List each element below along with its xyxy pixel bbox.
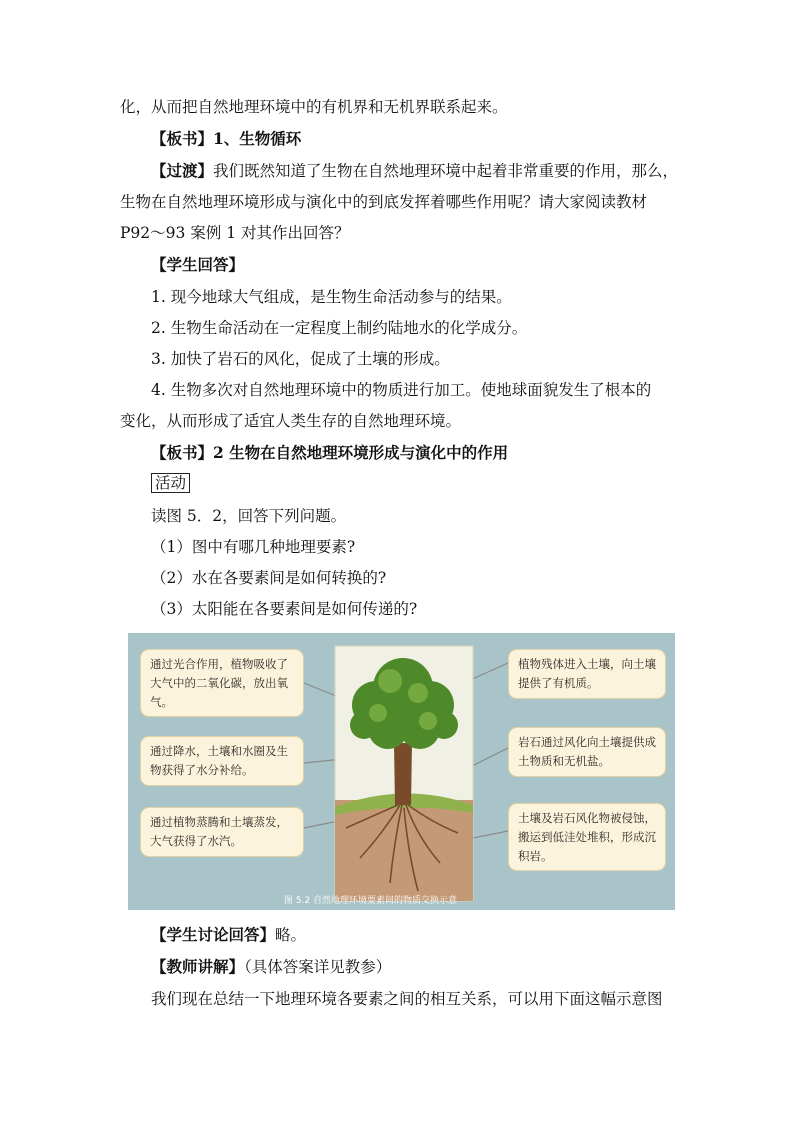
answer-text: 1. 现今地球大气组成，是生物生命活动参与的结果。 (151, 288, 512, 306)
answer-text: 2. 生物生命活动在一定程度上制约陆地水的化学成分。 (151, 319, 528, 337)
board-note-text: 【板书】2 生物在自然地理环境形成与演化中的作用 (151, 443, 509, 462)
callout-photosynthesis (140, 649, 304, 717)
answer-text: 4. 生物多次对自然地理环境中的物质进行加工。使地球面貌发生了根本的 (151, 381, 652, 399)
connector-line (468, 663, 508, 681)
question-2 (151, 568, 386, 588)
transition-text-3: P92～93 案例 1 对其作出回答？ (120, 224, 350, 242)
board-note-2 (151, 443, 508, 463)
discussion-tag: 【学生讨论回答】 (151, 925, 276, 944)
question-text: （3）太阳能在各要素间是如何传递的? (151, 600, 418, 618)
callout-text: 通过光合作用，植物吸收了大气中的二氧化碳，放出氧气。 (150, 657, 288, 709)
transition-line-2 (120, 192, 647, 212)
answer-text: 3. 加快了岩石的风化，促成了土壤的形成。 (151, 350, 450, 368)
callout-organic-matter (508, 649, 666, 699)
callout-text: 岩石通过风化向土壤提供成土物质和无机盐。 (518, 735, 656, 768)
callout-text: 植物残体进入土壤，向土壤提供了有机质。 (518, 657, 656, 690)
read-figure-line (151, 506, 346, 526)
connector-line (473, 831, 508, 838)
answer-item-2 (151, 318, 527, 338)
question-text: （1）图中有哪几种地理要素? (151, 538, 356, 556)
teacher-text: （具体答案详见教参） (244, 958, 392, 976)
answer-item-3 (151, 349, 450, 369)
paragraph-text: 化，从而把自然地理环境中的有机界和无机界联系起来。 (120, 98, 508, 116)
material-exchange-figure (128, 633, 675, 910)
paragraph-line (120, 97, 508, 117)
callout-text: 通过降水，土壤和水圈及生物获得了水分补给。 (150, 744, 288, 777)
transition-text-2: 生物在自然地理环境形成与演化中的到底发挥着哪些作用呢？请大家阅读教材 (120, 193, 648, 211)
callout-weathering (508, 727, 666, 777)
discussion-text: 略。 (275, 926, 307, 944)
summary-line (151, 989, 663, 1009)
callout-text: 土壤及岩石风化物被侵蚀，搬运到低洼处堆积，形成沉积岩。 (518, 811, 656, 863)
tree-trunk (394, 743, 412, 805)
activity-label: 活动 (151, 473, 190, 493)
activity-line (151, 473, 190, 493)
callout-erosion (508, 803, 666, 871)
board-note-1 (151, 129, 301, 149)
student-answer-heading (151, 255, 244, 275)
callout-precipitation (140, 736, 304, 786)
student-answer-tag: 【学生回答】 (151, 255, 245, 274)
answer-item-1 (151, 287, 512, 307)
question-text: （2）水在各要素间是如何转换的? (151, 569, 387, 587)
teacher-tag: 【教师讲解】 (151, 957, 245, 976)
summary-text: 我们现在总结一下地理环境各要素之间的相互关系，可以用下面这幅示意图 (151, 990, 663, 1008)
board-note-text: 【板书】1、生物循环 (151, 129, 302, 148)
transition-tag: 【过渡】 (151, 161, 214, 180)
answer-text: 变化，从而形成了适宜人类生存的自然地理环境。 (120, 412, 462, 430)
read-figure-text: 读图 5．2，回答下列问题。 (151, 507, 347, 525)
answer-item-4 (151, 380, 651, 400)
discussion-line (151, 925, 306, 945)
transition-line (151, 161, 678, 181)
transition-text: 我们既然知道了生物在自然地理环境中起着非常重要的作用，那么， (213, 162, 679, 180)
teacher-line (151, 957, 391, 977)
answer-item-4-cont (120, 411, 461, 431)
question-1 (151, 537, 355, 557)
callout-text: 通过植物蒸腾和土壤蒸发，大气获得了水汽。 (150, 815, 288, 848)
transition-line-3 (120, 223, 350, 243)
question-3 (151, 599, 417, 619)
figure-caption: 图 5.2 自然地理环境要素间的物质交换示意 (284, 896, 458, 906)
callout-transpiration (140, 807, 304, 857)
